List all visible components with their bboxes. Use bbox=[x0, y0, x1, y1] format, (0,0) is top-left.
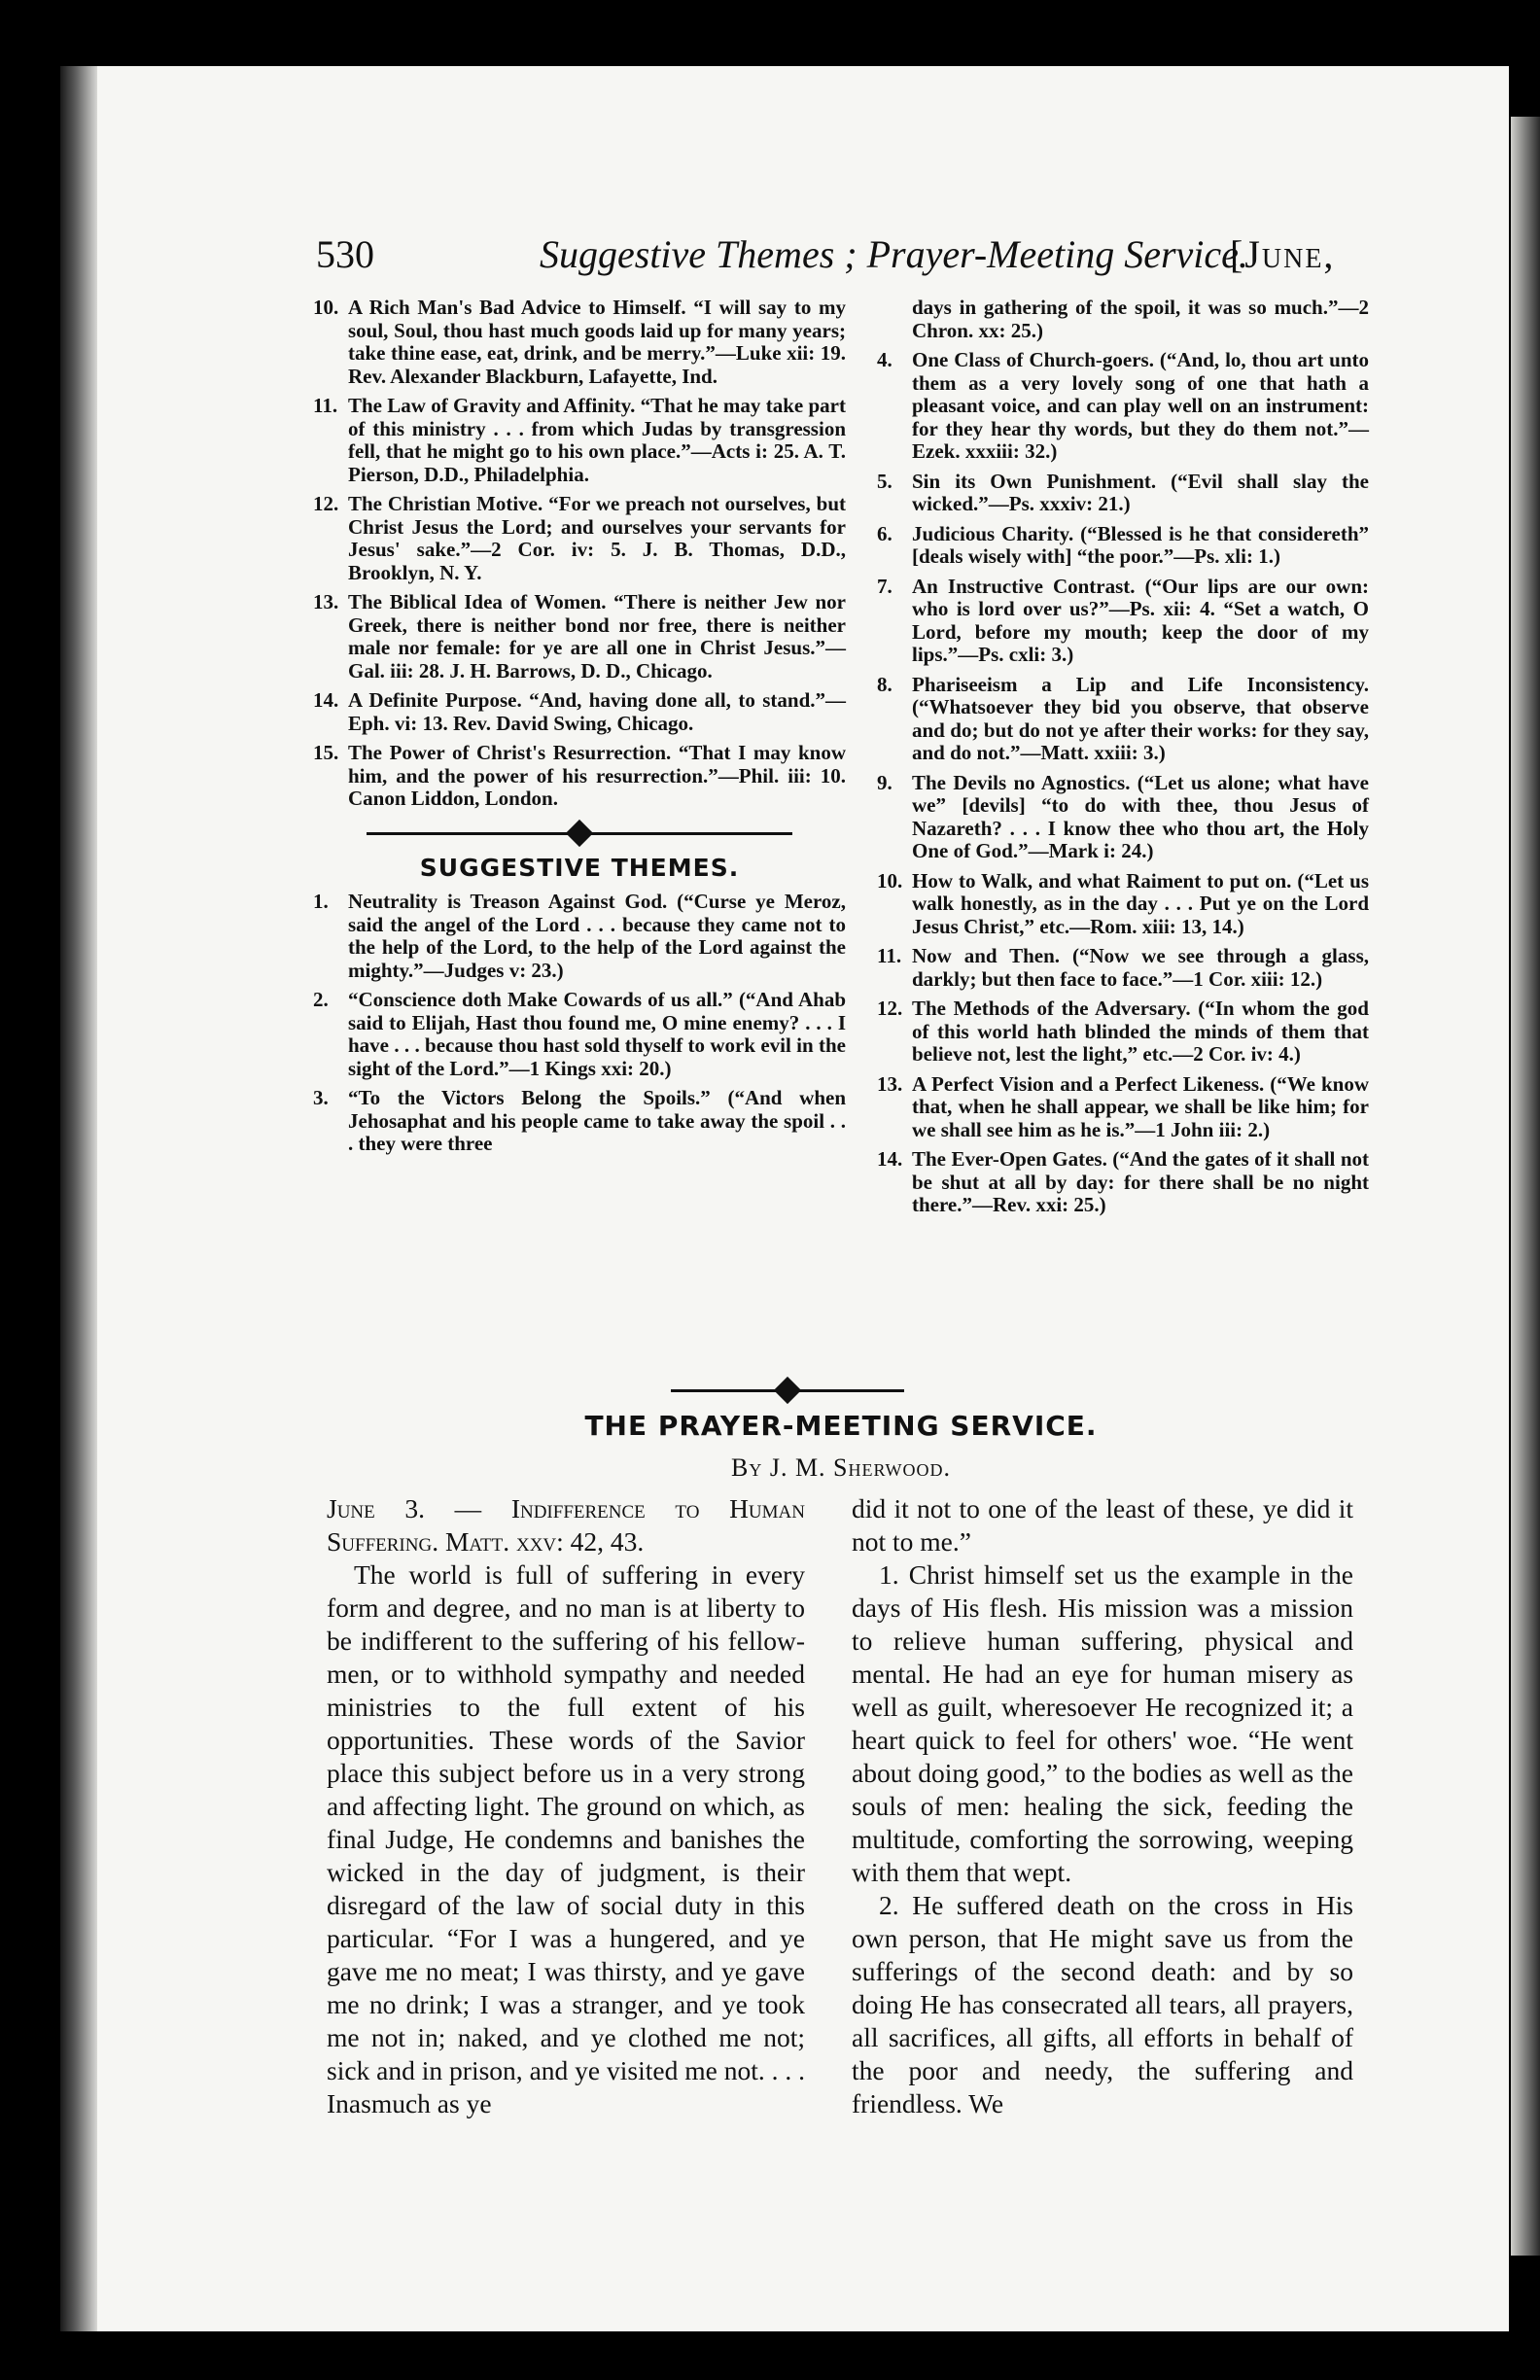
item-number: 2. bbox=[313, 988, 329, 1011]
list-item bbox=[313, 989, 846, 1080]
continued-text: days in gathering of the spoil, it was so much.”—2 Chron. xx: 25.) bbox=[912, 296, 1369, 342]
list-item bbox=[313, 891, 846, 982]
list-item bbox=[313, 297, 846, 388]
list-item bbox=[877, 471, 1369, 516]
list-item bbox=[877, 772, 1369, 863]
item-number: 12. bbox=[313, 492, 339, 515]
item-number: 13. bbox=[877, 1071, 903, 1096]
paragraph: 1. Christ himself set us the example in the days of His flesh. His mission was a mission to relieve human suffering, physical and mental. He had an eye for human misery as well as guilt, wheresoever He recognized it; a heart quick to feel for others' woe. “He went about doing good,” to the bodies as well as the souls of men: healing the sick, feeding the multitude, comforting the sorrowing, weeping with them that wept. bbox=[852, 1559, 1353, 1887]
running-header bbox=[316, 226, 1368, 276]
sermon-theme-list bbox=[313, 297, 846, 811]
item-number: 10. bbox=[877, 868, 903, 892]
list-item bbox=[877, 674, 1369, 765]
list-item bbox=[313, 591, 846, 682]
item-number: 5. bbox=[877, 469, 892, 493]
item-text: The Christian Motive. “For we preach not ourselves, but Christ Jesus the Lord; and ourselves your servants for Jesus' sake.”—2 Cor. iv: 5. J. B. Thomas, D.D., Brooklyn, N. Y. bbox=[348, 492, 846, 584]
list-item bbox=[877, 1073, 1369, 1142]
item-number: 3. bbox=[313, 1086, 329, 1109]
item-text: One Class of Church-goers. (“And, lo, thou art unto them as a very lovely song of one that hath a pleasant voice, and can play well on an instrument: for they hear thy words, but they do them not.”—Ezek. xxxiii: 32.) bbox=[912, 348, 1369, 463]
item-text: The Methods of the Adversary. (“In whom the god of this world hath blinded the minds of them that believe not, lest the light,” etc.—2 Cor. iv: 4.) bbox=[912, 997, 1369, 1066]
page-number: 530 bbox=[316, 232, 374, 276]
item-number: 8. bbox=[877, 672, 892, 696]
right-column bbox=[877, 297, 1369, 1224]
article-right-column bbox=[852, 1492, 1353, 2120]
list-item bbox=[877, 998, 1369, 1067]
item-number: 14. bbox=[877, 1147, 903, 1171]
ornamental-divider bbox=[671, 1377, 904, 1406]
item-number: 15. bbox=[313, 741, 339, 764]
list-item bbox=[313, 395, 846, 486]
paragraph: The world is full of suffering in every form and degree, and no man is at liberty to be indifferent to the suffering of his fellow-men, or to withhold sympathy and needed ministries to the full extent of his opportunities. These words of the Savior place this subject before us in a very strong and affecting light. The ground on which, as final Judge, He condemns and banishes the wicked in the day of judgment, is their disregard of the law of social duty in this particular. “For I was a hungered, and ye gave me no meat; I was thirsty, and ye gave me no drink; I was a stranger, and ye took me not in; naked, and ye clothed me not; sick and in prison, and ye visited me not. . . . Inasmuch as ye bbox=[327, 1559, 805, 2118]
item-number: 12. bbox=[877, 997, 903, 1020]
item-text: Now and Then. (“Now we see through a glass, darkly; but then face to face.”—1 Cor. xiii: 12.) bbox=[912, 944, 1369, 991]
item-number: 1. bbox=[313, 890, 329, 913]
item-number: 4. bbox=[877, 348, 892, 371]
list-item bbox=[877, 576, 1369, 667]
item-text: “To the Victors Belong the Spoils.” (“And when Jehosaphat and his people came to take away the spoil . . . they were three bbox=[348, 1086, 846, 1155]
article-left-column bbox=[327, 1492, 805, 2120]
book-spine-shadow bbox=[60, 66, 97, 2331]
list-item bbox=[877, 523, 1369, 569]
item-number: 14. bbox=[313, 688, 339, 712]
item-number: 11. bbox=[877, 944, 902, 967]
running-month: [June, bbox=[1230, 232, 1336, 276]
section-title: THE PRAYER-MEETING SERVICE. bbox=[584, 1410, 1098, 1442]
date-heading: June 3. — Indifference to Human Suffering. Matt. xxv: 42, 43. bbox=[327, 1493, 805, 1557]
list-item bbox=[313, 689, 846, 735]
page-edge-shadow bbox=[1511, 117, 1540, 2256]
suggestive-themes-list-left bbox=[313, 891, 846, 1156]
running-title: Suggestive Themes ; Prayer-Meeting Service. bbox=[540, 232, 1248, 276]
item-text: Phariseeism a Lip and Life Inconsistency. (“Whatsoever they bid you observe, that observe and do; but do not ye after their works: for they say, and do not.”—Matt. xxiii: 3.) bbox=[912, 672, 1369, 764]
left-column bbox=[313, 297, 846, 1163]
item-text: A Perfect Vision and a Perfect Likeness. (“We know that, when he shall appear, we shall be like him; for we shall see him as he is.”—1 John iii: 2.) bbox=[912, 1071, 1369, 1141]
list-item bbox=[313, 742, 846, 811]
item-text: The Law of Gravity and Affinity. “That he may take part of this ministry . . . from which Judas by transgression fell, that he might go to his own place.”—Acts i: 25. A. T. Pierson, D.D., Philadelphia. bbox=[348, 394, 846, 486]
ornamental-divider bbox=[313, 818, 846, 851]
list-item bbox=[313, 493, 846, 584]
item-text: “Conscience doth Make Cowards of us all.” (“And Ahab said to Elijah, Hast thou found me, O mine enemy? . . . I have . . . because thou hast sold thyself to work evil in the sight of the Lord.”—1 Kings xxi: 20.) bbox=[348, 988, 846, 1080]
list-item bbox=[877, 1148, 1369, 1217]
item-text: The Power of Christ's Resurrection. “That I may know him, and the power of his resurrection.”—Phil. iii: 10. Canon Liddon, London. bbox=[348, 741, 846, 810]
list-item bbox=[313, 1087, 846, 1156]
item-number: 13. bbox=[313, 590, 339, 613]
item-text: Neutrality is Treason Against God. (“Curse ye Meroz, said the angel of the Lord . . . because they came not to the help of the Lord, to the help of the Lord against the mighty.”—Judges v: 23.) bbox=[348, 890, 846, 982]
item-text: A Definite Purpose. “And, having done all, to stand.”—Eph. vi: 13. Rev. David Swing, Chicago. bbox=[348, 688, 846, 735]
item-text: Sin its Own Punishment. (“Evil shall slay the wicked.”—Ps. xxxiv: 21.) bbox=[912, 469, 1369, 515]
item-text: How to Walk, and what Raiment to put on. (“Let us walk honestly, as in the day . . . Put ye on the Lord Jesus Christ,” etc.—Rom. xiii: 13, 14.) bbox=[912, 868, 1369, 938]
item-text: An Instructive Contrast. (“Our lips are our own: who is lord over us?”—Ps. xii: 4. “Set a watch, O Lord, before my mouth; keep the door of my lips.”—Ps. cxli: 3.) bbox=[912, 574, 1369, 666]
item-number: 11. bbox=[313, 394, 338, 417]
paragraph: 2. He suffered death on the cross in His own person, that He might save us from the sufferings of the second death: and by so doing He has consecrated all tears, all prayers, all sacrifices, all gifts, all efforts in behalf of the poor and needy, the suffering and friendless. We bbox=[852, 1890, 1353, 2118]
item-text: The Devils no Agnostics. (“Let us alone; what have we” [devils] “to do with thee, thou Jesus of Nazareth? . . . I know thee who thou art, the Holy One of God.”—Mark i: 24.) bbox=[912, 770, 1369, 862]
item-text: The Ever-Open Gates. (“And the gates of it shall not be shut at all by day: for there shall be no night there.”—Rev. xxi: 25.) bbox=[912, 1147, 1369, 1216]
item-text: Judicious Charity. (“Blessed is he that considereth” [deals wisely with] “the poor.”—Ps. xli: 1.) bbox=[912, 521, 1369, 568]
item-number: 6. bbox=[877, 521, 892, 545]
suggestive-themes-list-right bbox=[877, 349, 1369, 1217]
list-item bbox=[877, 870, 1369, 939]
list-item bbox=[877, 945, 1369, 991]
item-number: 9. bbox=[877, 770, 892, 794]
item-number: 7. bbox=[877, 574, 892, 598]
section-heading: SUGGESTIVE THEMES. bbox=[419, 853, 740, 882]
paragraph: did it not to one of the least of these, ye did it not to me.” bbox=[852, 1493, 1353, 1557]
item-text: A Rich Man's Bad Advice to Himself. “I will say to my soul, Soul, thou hast much goods laid up for many years; take thine ease, eat, drink, and be merry.”—Luke xii: 19. Rev. Alexander Blackburn, Lafayette, Ind. bbox=[348, 296, 846, 388]
byline: By J. M. Sherwood. bbox=[730, 1453, 952, 1482]
item-number: 10. bbox=[313, 296, 339, 319]
list-item bbox=[877, 349, 1369, 464]
item-text: The Biblical Idea of Women. “There is neither Jew nor Greek, there is neither bond nor free, there is neither male nor female: for ye are all one in Christ Jesus.”—Gal. iii: 28. J. H. Barrows, D. D., Chicago. bbox=[348, 590, 846, 682]
